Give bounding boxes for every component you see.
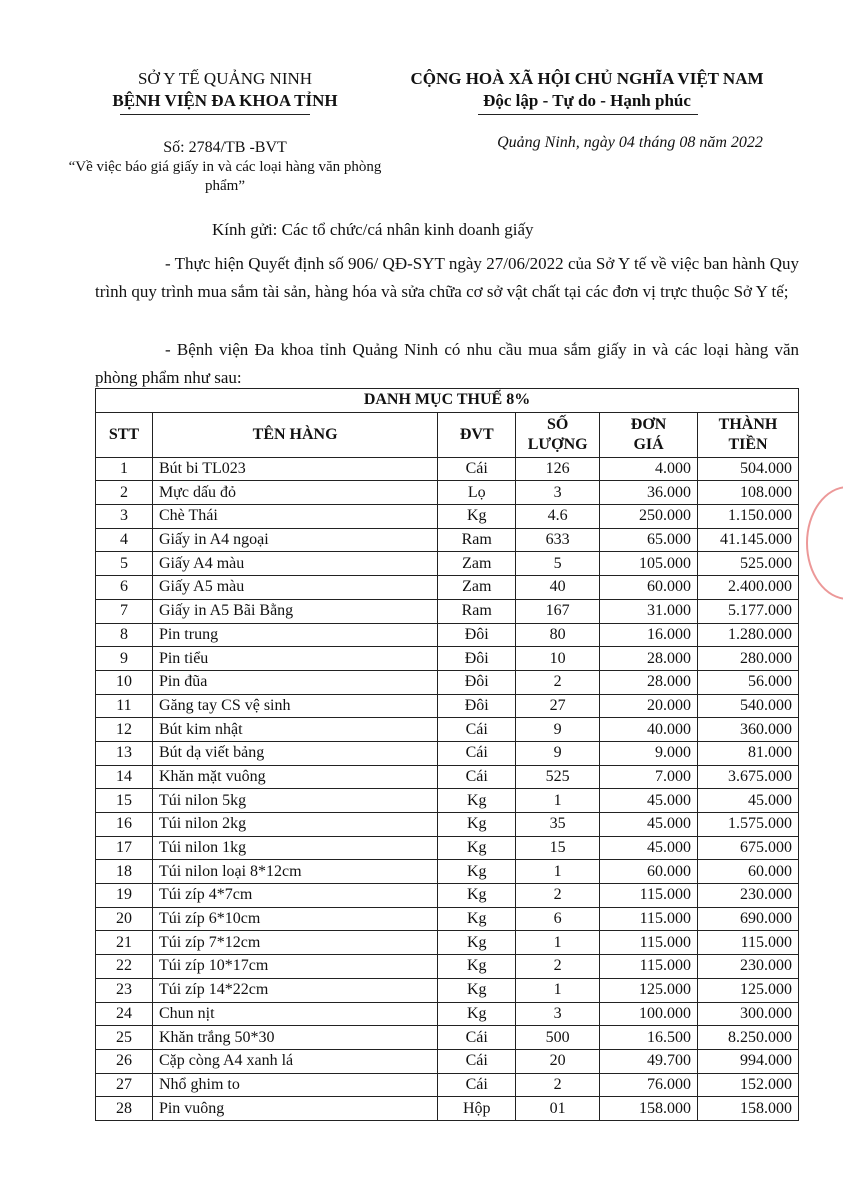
item-quantity: 167 [516,599,600,623]
item-name: Giấy in A4 ngoại [152,528,437,552]
table-caption-row [96,389,799,413]
item-unit-price: 115.000 [600,907,698,931]
item-quantity: 6 [516,907,600,931]
item-unit-price: 45.000 [600,836,698,860]
item-total: 8.250.000 [698,1026,799,1050]
nation-line-2: Độc lập - Tự do - Hạnh phúc [483,91,691,110]
table-row [96,528,799,552]
header-price-line2: GIÁ [633,435,664,453]
table-row [96,931,799,955]
red-stamp [806,486,843,600]
item-quantity: 5 [516,552,600,576]
item-unit: Đôi [438,623,516,647]
item-quantity: 525 [516,765,600,789]
item-unit: Cái [438,1026,516,1050]
row-number: 26 [96,1049,153,1073]
item-unit-price: 115.000 [600,931,698,955]
item-total: 675.000 [698,836,799,860]
item-unit: Ram [438,599,516,623]
item-name: Pin vuông [152,1097,437,1121]
item-quantity: 126 [516,457,600,481]
item-unit-price: 36.000 [600,481,698,505]
item-quantity: 35 [516,813,600,837]
item-name: Giấy A5 màu [152,576,437,600]
item-quantity: 4.6 [516,505,600,529]
item-unit-price: 28.000 [600,647,698,671]
header-total [698,412,799,457]
item-unit: Kg [438,505,516,529]
item-quantity: 2 [516,884,600,908]
item-name: Túi zíp 4*7cm [152,884,437,908]
row-number: 13 [96,741,153,765]
table-row [96,907,799,931]
item-unit-price: 105.000 [600,552,698,576]
item-name: Pin trung [152,623,437,647]
motto-underline [478,114,698,115]
item-unit: Ram [438,528,516,552]
item-unit: Kg [438,884,516,908]
item-name: Bút dạ viết bảng [152,741,437,765]
paragraph-decision: - Thực hiện Quyết định số 906/ QĐ-SYT ngày 27/06/2022 của Sở Y tế về việc ban hành Quy trình quy trình mua sắm tài sản, hàng hóa và sửa chữa cơ sở vật chất tại các đơn vị trực thuộc Sở Y tế; [95,254,799,301]
table-row [96,1026,799,1050]
row-number: 27 [96,1073,153,1097]
item-unit: Kg [438,1002,516,1026]
item-quantity: 15 [516,836,600,860]
row-number: 16 [96,813,153,837]
item-name: Pin tiểu [152,647,437,671]
item-unit-price: 31.000 [600,599,698,623]
item-name: Túi nilon 2kg [152,813,437,837]
item-total: 41.145.000 [698,528,799,552]
item-unit: Đôi [438,694,516,718]
row-number: 3 [96,505,153,529]
item-quantity: 80 [516,623,600,647]
header-qty-line2: LƯỢNG [527,435,588,453]
item-table [95,388,799,1121]
table-row [96,741,799,765]
table-row [96,1097,799,1121]
table-row [96,505,799,529]
item-name: Túi nilon 5kg [152,789,437,813]
item-name: Túi zíp 6*10cm [152,907,437,931]
row-number: 1 [96,457,153,481]
paragraph-demand: - Bệnh viện Đa khoa tỉnh Quảng Ninh có nhu cầu mua sắm giấy in và các loại hàng văn phòng phẩm như sau: [95,340,799,387]
item-quantity: 1 [516,978,600,1002]
item-name: Bút kim nhật [152,718,437,742]
document-date: Quảng Ninh, ngày 04 tháng 08 năm 2022 [497,134,763,151]
row-number: 23 [96,978,153,1002]
item-unit-price: 4.000 [600,457,698,481]
item-total: 3.675.000 [698,765,799,789]
item-unit: Kg [438,789,516,813]
item-total: 60.000 [698,860,799,884]
header-stt: STT [96,412,153,457]
table-row [96,670,799,694]
item-name: Giấy A4 màu [152,552,437,576]
row-number: 14 [96,765,153,789]
item-unit-price: 20.000 [600,694,698,718]
table-header-row [96,412,799,457]
row-number: 5 [96,552,153,576]
header-price [600,412,698,457]
item-total: 2.400.000 [698,576,799,600]
item-unit: Đôi [438,670,516,694]
table-row [96,1073,799,1097]
item-total: 230.000 [698,955,799,979]
item-name: Túi zíp 10*17cm [152,955,437,979]
row-number: 6 [96,576,153,600]
item-unit: Kg [438,860,516,884]
item-total: 158.000 [698,1097,799,1121]
item-unit: Kg [438,836,516,860]
item-total: 300.000 [698,1002,799,1026]
item-quantity: 27 [516,694,600,718]
table-caption: DANH MỤC THUẾ 8% [96,389,799,413]
org-line-1: SỞ Y TẾ QUẢNG NINH [137,69,313,88]
item-unit: Zam [438,576,516,600]
table-row [96,1049,799,1073]
national-motto-block [372,68,802,112]
table-row [96,457,799,481]
item-total: 1.280.000 [698,623,799,647]
item-quantity: 20 [516,1049,600,1073]
row-number: 2 [96,481,153,505]
item-quantity: 2 [516,1073,600,1097]
item-total: 540.000 [698,694,799,718]
header-name: TÊN HÀNG [152,412,437,457]
row-number: 28 [96,1097,153,1121]
item-name: Chun nịt [152,1002,437,1026]
item-name: Túi zíp 7*12cm [152,931,437,955]
item-name: Cặp còng A4 xanh lá [152,1049,437,1073]
item-unit: Hộp [438,1097,516,1121]
item-unit-price: 28.000 [600,670,698,694]
table-row [96,860,799,884]
item-quantity: 3 [516,481,600,505]
row-number: 11 [96,694,153,718]
table-row [96,647,799,671]
header-qty-line1: SỐ [546,415,569,433]
item-total: 115.000 [698,931,799,955]
table-row [96,552,799,576]
table-row [96,765,799,789]
row-number: 21 [96,931,153,955]
item-name: Chè Thái [152,505,437,529]
item-unit-price: 16.500 [600,1026,698,1050]
item-total: 280.000 [698,647,799,671]
item-unit: Cái [438,1073,516,1097]
item-unit-price: 250.000 [600,505,698,529]
item-total: 152.000 [698,1073,799,1097]
item-total: 525.000 [698,552,799,576]
item-total: 1.575.000 [698,813,799,837]
table-row [96,576,799,600]
item-quantity: 9 [516,718,600,742]
item-unit-price: 60.000 [600,576,698,600]
item-quantity: 40 [516,576,600,600]
table-row [96,599,799,623]
item-name: Túi nilon loại 8*12cm [152,860,437,884]
item-name: Găng tay CS vệ sinh [152,694,437,718]
org-line-2: BỆNH VIỆN ĐA KHOA TỈNH [112,91,338,110]
item-total: 1.150.000 [698,505,799,529]
header-total-line1: THÀNH [718,415,778,433]
item-unit: Cái [438,457,516,481]
row-number: 24 [96,1002,153,1026]
row-number: 17 [96,836,153,860]
header-unit: ĐVT [438,412,516,457]
item-unit-price: 60.000 [600,860,698,884]
row-number: 10 [96,670,153,694]
document-number: Số: 2784/TB -BVT [163,139,287,156]
item-total: 5.177.000 [698,599,799,623]
header-qty [516,412,600,457]
row-number: 25 [96,1026,153,1050]
table-row [96,623,799,647]
document-subject: “Về việc báo giá giấy in và các loại hàng văn phòng phẩm” [68,159,382,194]
item-unit: Kg [438,907,516,931]
table-row [96,813,799,837]
nation-line-1: CỘNG HOÀ XÃ HỘI CHỦ NGHĨA VIỆT NAM [410,69,764,88]
item-unit-price: 115.000 [600,955,698,979]
row-number: 20 [96,907,153,931]
item-total: 125.000 [698,978,799,1002]
item-quantity: 2 [516,955,600,979]
table-row [96,1002,799,1026]
item-total: 360.000 [698,718,799,742]
item-quantity: 1 [516,931,600,955]
item-unit-price: 45.000 [600,813,698,837]
row-number: 22 [96,955,153,979]
header-total-line2: TIỀN [728,435,768,453]
item-name: Túi nilon 1kg [152,836,437,860]
issuer-block [60,68,390,112]
item-unit-price: 76.000 [600,1073,698,1097]
row-number: 15 [96,789,153,813]
table-row [96,955,799,979]
item-total: 108.000 [698,481,799,505]
item-unit: Kg [438,813,516,837]
table-row [96,718,799,742]
item-quantity: 01 [516,1097,600,1121]
issuer-underline [120,114,310,115]
item-unit: Cái [438,765,516,789]
table-row [96,836,799,860]
item-total: 994.000 [698,1049,799,1073]
table-row [96,481,799,505]
row-number: 18 [96,860,153,884]
row-number: 9 [96,647,153,671]
item-unit: Cái [438,718,516,742]
item-unit: Kg [438,978,516,1002]
item-quantity: 3 [516,1002,600,1026]
item-name: Nhổ ghim to [152,1073,437,1097]
table-row [96,789,799,813]
item-unit: Kg [438,931,516,955]
item-name: Bút bi TL023 [152,457,437,481]
row-number: 7 [96,599,153,623]
item-name: Mực dấu đỏ [152,481,437,505]
item-name: Khăn trắng 50*30 [152,1026,437,1050]
item-name: Giấy in A5 Bãi Bằng [152,599,437,623]
row-number: 8 [96,623,153,647]
item-unit-price: 40.000 [600,718,698,742]
item-unit-price: 45.000 [600,789,698,813]
item-quantity: 2 [516,670,600,694]
item-unit-price: 16.000 [600,623,698,647]
item-quantity: 633 [516,528,600,552]
table-row [96,884,799,908]
item-quantity: 9 [516,741,600,765]
item-unit-price: 125.000 [600,978,698,1002]
header-price-line1: ĐƠN [630,415,667,433]
item-total: 690.000 [698,907,799,931]
item-unit: Cái [438,1049,516,1073]
greeting: Kính gửi: Các tổ chức/cá nhân kinh doanh giấy [212,220,534,239]
item-name: Khăn mặt vuông [152,765,437,789]
item-name: Túi zíp 14*22cm [152,978,437,1002]
item-unit-price: 49.700 [600,1049,698,1073]
item-total: 81.000 [698,741,799,765]
row-number: 12 [96,718,153,742]
item-total: 504.000 [698,457,799,481]
item-unit-price: 100.000 [600,1002,698,1026]
item-quantity: 1 [516,789,600,813]
item-unit: Đôi [438,647,516,671]
item-quantity: 1 [516,860,600,884]
item-unit-price: 9.000 [600,741,698,765]
item-quantity: 500 [516,1026,600,1050]
item-total: 45.000 [698,789,799,813]
row-number: 19 [96,884,153,908]
item-quantity: 10 [516,647,600,671]
item-unit-price: 115.000 [600,884,698,908]
item-unit: Lọ [438,481,516,505]
item-unit: Kg [438,955,516,979]
item-unit: Cái [438,741,516,765]
item-unit-price: 158.000 [600,1097,698,1121]
item-unit-price: 65.000 [600,528,698,552]
item-total: 230.000 [698,884,799,908]
item-total: 56.000 [698,670,799,694]
row-number: 4 [96,528,153,552]
item-unit-price: 7.000 [600,765,698,789]
table-row [96,694,799,718]
item-unit: Zam [438,552,516,576]
item-name: Pin đũa [152,670,437,694]
table-row [96,978,799,1002]
